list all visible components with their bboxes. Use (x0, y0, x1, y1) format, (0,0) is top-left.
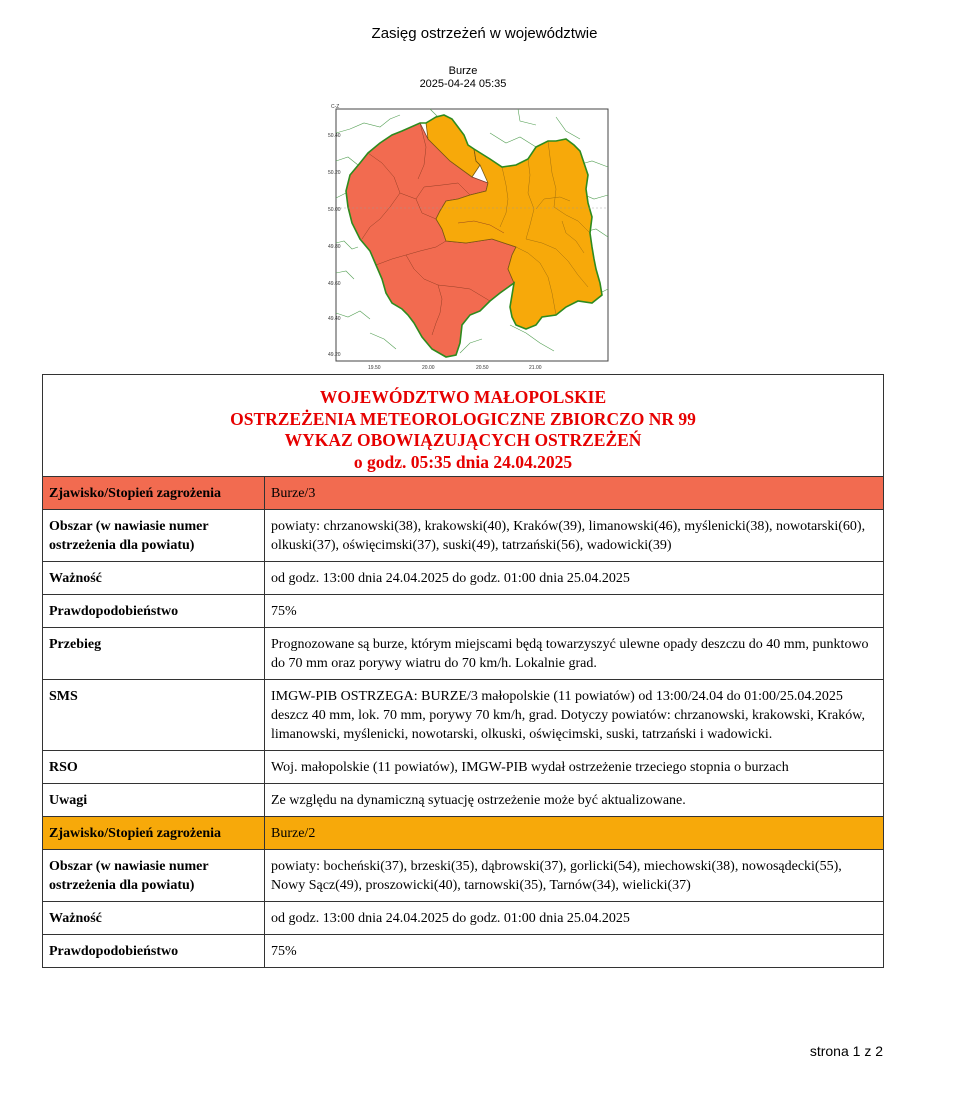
header-voivodeship: WOJEWÓDZTWO MAŁOPOLSKIE (319, 387, 607, 407)
warning2-probability-row (43, 935, 884, 968)
lat-tick: 49.40 (328, 316, 341, 322)
header-datetime: o godz. 05:35 dnia 24.04.2025 (353, 451, 573, 472)
warning2-validity-value: od godz. 13:00 dnia 24.04.2025 do godz. 01:00 dnia 25.04.2025 (265, 902, 884, 935)
warning1-sms-row (43, 680, 884, 751)
lon-ticks (368, 365, 542, 371)
warning2-area-row (43, 850, 884, 902)
warning1-probability-row (43, 595, 884, 628)
lat-tick: 49.60 (328, 281, 341, 287)
page-title: Zasięg ostrzeżeń w województwie (371, 25, 598, 42)
header-bulletin: OSTRZEŻENIA METEOROLOGICZNE ZBIORCZO NR 99 (230, 408, 696, 429)
warning1-notes-row (43, 784, 884, 817)
warning2-area-value: powiaty: bocheński(37), brzeski(35), dąbrowski(37), gorlicki(54), miechowski(38), nowosądecki(55), Nowy Sącz(49), proszowicki(40), tarnowski(35), Tarnów(34), wielicki(37) (265, 850, 884, 902)
warning1-area-value: powiaty: chrzanowski(38), krakowski(40), Kraków(39), limanowski(46), myślenicki(38), nowotarski(60), olkuski(37), oświęcimski(37), suski(49), tatrzański(56), wadowicki(39) (265, 510, 884, 562)
lat-tick: 50.20 (328, 170, 341, 176)
lon-tick: 19.50 (368, 365, 381, 371)
lat-tick: 49.80 (328, 244, 341, 250)
lat-tick: 50.00 (328, 207, 341, 213)
warning1-sms-label: SMS (43, 680, 265, 751)
warning1-notes-label: Uwagi (43, 784, 265, 817)
map-phenomenon: Burze (448, 65, 478, 77)
warning1-sms-value: IMGW-PIB OSTRZEGA: BURZE/3 małopolskie (11 powiatów) od 13:00/24.04 do 01:00/25.04.2025 deszcz 40 mm, lok. 70 mm, porywy 70 km/h, grad. Dotyczy powiatów: chrzanowski, krakowski, Kraków, limanowski, myślenicki, nowotarski, olkuski, oświęcimski, suski, tatrzański i wadowicki. (265, 680, 884, 751)
warning1-phenomenon-label: Zjawisko/Stopień zagrożenia (43, 477, 265, 510)
header-row (43, 375, 884, 477)
warning1-notes-value: Ze względu na dynamiczną sytuację ostrzeżenie może być aktualizowane. (265, 784, 884, 817)
warning1-phenomenon-value: Burze/3 (265, 477, 884, 510)
warning1-rso-value: Woj. małopolskie (11 powiatów), IMGW-PIB wydał ostrzeżenie trzeciego stopnia o burzach (265, 751, 884, 784)
warning2-phenomenon-value: Burze/2 (265, 817, 884, 850)
warning2-validity-row (43, 902, 884, 935)
warning1-course-row (43, 628, 884, 680)
warning1-area-label: Obszar (w nawiasie numer ostrzeżenia dla powiatu) (43, 510, 265, 562)
warning1-probability-value: 75% (265, 595, 884, 628)
warning1-course-label: Przebieg (43, 628, 265, 680)
lon-tick: 20.00 (422, 365, 435, 371)
warning1-validity-row (43, 562, 884, 595)
map-corner-label: C-Z (331, 104, 340, 110)
warning1-validity-value: od godz. 13:00 dnia 24.04.2025 do godz. 01:00 dnia 25.04.2025 (265, 562, 884, 595)
warning2-phenomenon-row (43, 817, 884, 850)
warning2-probability-label: Prawdopodobieństwo (43, 935, 265, 968)
warning1-rso-row (43, 751, 884, 784)
warning2-probability-value: 75% (265, 935, 884, 968)
header-list-title: WYKAZ OBOWIĄZUJĄCYCH OSTRZEŻEŃ (284, 430, 642, 450)
page-number: strona 1 z 2 (809, 1043, 883, 1059)
warning1-course-value: Prognozowane są burze, którym miejscami będą towarzyszyć ulewne opady deszczu do 40 mm, punktowo do 70 mm oraz porywy wiatru do 70 km/h. Lokalnie grad. (265, 628, 884, 680)
warning2-phenomenon-label: Zjawisko/Stopień zagrożenia (43, 817, 265, 850)
warning1-validity-label: Ważność (43, 562, 265, 595)
warnings-table (42, 374, 884, 968)
warning1-probability-label: Prawdopodobieństwo (43, 595, 265, 628)
lon-tick: 21.00 (529, 365, 542, 371)
warning1-phenomenon-row (43, 477, 884, 510)
lat-tick: 50.40 (328, 133, 341, 139)
table-header (43, 375, 884, 477)
map-datetime: 2025-04-24 05:35 (419, 78, 507, 90)
warning2-area-label: Obszar (w nawiasie numer ostrzeżenia dla powiatu) (43, 850, 265, 902)
warning-map (330, 103, 614, 371)
lon-tick: 20.50 (476, 365, 489, 371)
lat-tick: 49.20 (328, 352, 341, 358)
warning1-area-row (43, 510, 884, 562)
warning2-validity-label: Ważność (43, 902, 265, 935)
warning1-rso-label: RSO (43, 751, 265, 784)
